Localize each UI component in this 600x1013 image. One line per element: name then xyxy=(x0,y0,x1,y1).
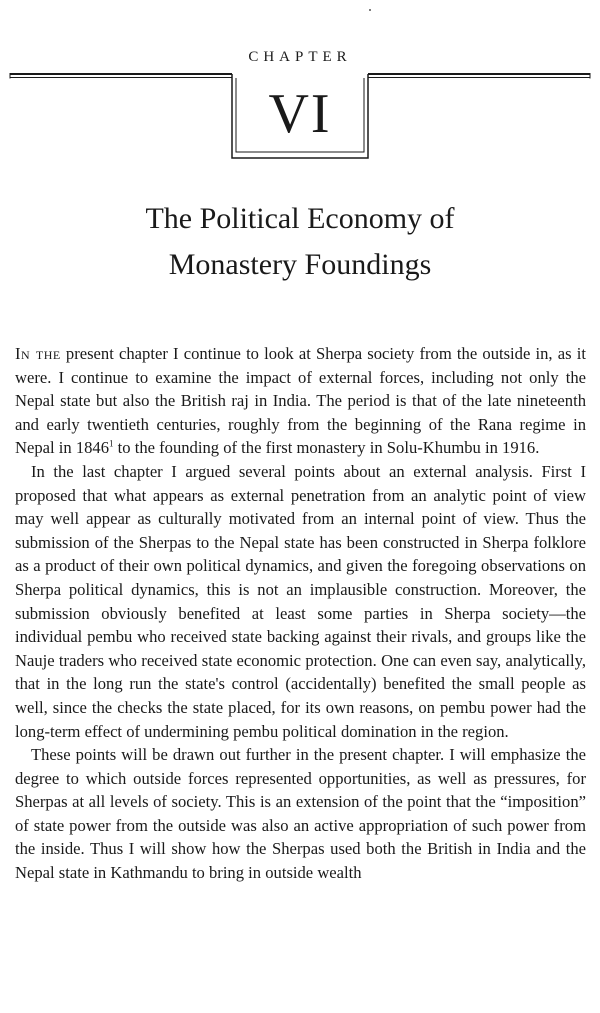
paragraph-1-text-b: to the founding of the first monastery in Solu-Khumbu in 1916. xyxy=(113,438,540,458)
paragraph-2: In the last chapter I argued several points about an external analysis. First I proposed that what appears as external penetration from an analytic point of view may well appear as culturally motivated from an internal point of view. Thus the submission of the Sherpas to the Nepal state has been constructed in Sherpa folklore as a product of their own political dynamics, and given the foregoing observations on Sherpa political dynamics, this is not an implausible construction. Moreover, the submission obviously benefited at least some parties in Sherpa society—the individual pembu who received state backing against their rivals, and groups like the Nauje traders who received state economic protection. One can even say, analytically, that in the long run the state's control (accidentally) benefited the small people as well, since the checks the state placed, for its own reasons, on pembu power had the long-term effect of undermining pembu political domination in the region. xyxy=(15,461,586,741)
chapter-title-line-1: The Political Economy of xyxy=(145,202,455,235)
chapter-number: VI xyxy=(268,83,332,145)
footnote-marker: 1 xyxy=(109,438,114,449)
chapter-label: CHAPTER xyxy=(248,49,352,65)
body-text xyxy=(15,342,586,885)
paragraph-1 xyxy=(15,342,586,460)
paragraph-3: These points will be drawn out further in the present chapter. I will emphasize the degree to which outside forces represented opportunities, as well as pressures, for Sherpas at all levels of society. This is an extension of the point that the “imposition” of state power from the outside was also an active appropriation of such power from the inside. Thus I will show how the Sherpas used both the British in India and the Nepal state in Kathmandu to bring in outside wealth xyxy=(15,745,586,883)
chapter-title-line-2: Monastery Foundings xyxy=(168,248,432,281)
paragraph-lead-in: In the xyxy=(15,344,61,363)
print-speck xyxy=(369,9,371,11)
paragraph-1-text-a: present chapter I continue to look at Sherpa society from the outside in, as it were. I continue to examine the impact of external forces, including not only the Nepal state but also the British raj in India. The period is that of the late nineteenth and early twentieth centuries, roughly from the beginning of the Rana regime in Nepal in 1846 xyxy=(15,344,586,458)
chapter-title xyxy=(0,196,600,288)
